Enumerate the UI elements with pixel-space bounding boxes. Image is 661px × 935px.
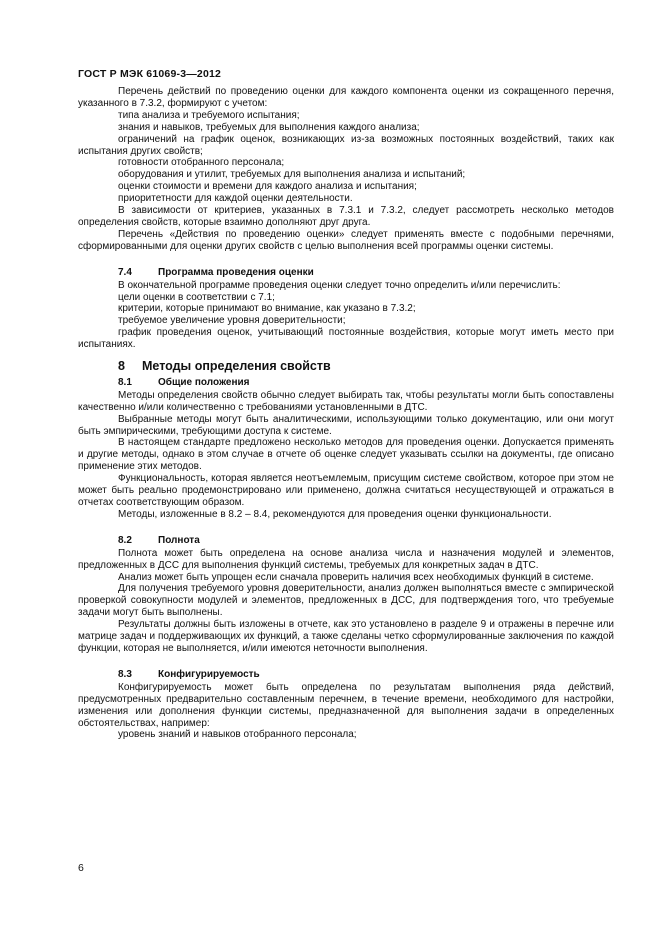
paragraph: Методы определения свойств обычно следует выбирать так, чтобы результаты могли быть сопоставлены качественно и/или количественно с требованиями установленными в ДТС. <box>78 389 614 413</box>
subsection-number: 7.4 <box>118 266 132 278</box>
paragraph: Конфигурируемость может быть определена по результатам выполнения ряда действий, предусмотренных предварительно составленным перечнем, в течение времени, необходимого для настройки, изменения или дополнения функции системы, предназначенной для выполнения задачи в определенных обстоятельствах, например: <box>78 681 614 729</box>
standard-header: ГОСТ Р МЭК 61069-3—2012 <box>78 68 222 80</box>
list-item: ограничений на график оценок, возникающих из-за возможных постоянных воздействий, таких как испытания других свойств; <box>78 133 614 157</box>
paragraph: В настоящем стандарте предложено несколько методов для проведения оценки. Допускается применять и другие методы, однако в этом случае в отчете об оценке следует указывать ссылки на документы, где описано применение этих методов. <box>78 437 614 473</box>
list-item: цели оценки в соответствии с 7.1; <box>118 291 275 303</box>
paragraph: Перечень «Действия по проведению оценки» следует применять вместе с подобными перечнями, сформированными для оценки других свойств с целью выполнения всей программы оценки системы. <box>78 228 614 252</box>
paragraph: Полнота может быть определена на основе анализа числа и назначения модулей и элементов, предложенных в ДСС для выполнения функций системы, требуемых для конкретных задач в ДТС. <box>78 547 614 571</box>
section-title: Методы определения свойств <box>142 359 331 374</box>
subsection-title: Конфигурируемость <box>158 668 260 680</box>
subsection-title: Общие положения <box>158 376 250 388</box>
paragraph: Результаты должны быть изложены в отчете, как это установлено в разделе 9 и отражены в перечне или матрице задач и поддерживающих их функций, а также сделаны четко сформулированные заключения по каждой функции, которая не выполняется, и/или имеются неточности выполнения. <box>78 619 614 654</box>
subsection-heading-8-1 <box>118 377 614 389</box>
paragraph: Методы, изложенные в 8.2 – 8.4, рекомендуются для проведения оценки функциональности. <box>118 508 552 520</box>
subsection-heading-7-4 <box>118 267 614 279</box>
page-number: 6 <box>78 862 84 874</box>
paragraph: Для получения требуемого уровня доверительности, анализ должен выполняться вместе с эмпирической проверкой совокупности модулей и элементов, предложенных в ДСС, для подтверждения того, что требуемые задачи могут быть выполнены. <box>78 583 614 619</box>
subsection-heading-8-3 <box>118 669 614 681</box>
list-item: приоритетности для каждой оценки деятельности. <box>118 193 353 205</box>
paragraph: Анализ может быть упрощен если сначала проверить наличия всех необходимых функций в системе. <box>118 571 594 583</box>
list-item: уровень знаний и навыков отобранного персонала; <box>118 729 357 741</box>
subsection-heading-8-2 <box>118 535 614 547</box>
list-item: типа анализа и требуемого испытания; <box>118 109 300 121</box>
intro-paragraph: Перечень действий по проведению оценки для каждого компонента оценки из сокращенного перечня, указанного в 7.3.2, формируют с учетом: <box>78 86 614 109</box>
page-body <box>78 86 614 741</box>
list-item: готовности отобранного персонала; <box>118 157 285 169</box>
paragraph: Выбранные методы могут быть аналитическими, использующими только документацию, или они могут быть эмпирическими, требующими доступа к системе. <box>78 413 614 437</box>
paragraph: В окончательной программе проведения оценки следует точно определить и/или перечислить: <box>118 279 561 291</box>
paragraph: Функциональность, которая является неотъемлемым, присущим системе свойством, которое при этом не может быть реально продемонстрировано или применено, должна считаться несуществующей и отражаться в отчетах соответствующим образом. <box>78 473 614 508</box>
subsection-number: 8.1 <box>118 376 132 388</box>
section-number: 8 <box>118 359 125 374</box>
section-heading-8 <box>118 361 614 373</box>
list-item: критерии, которые принимают во внимание, как указано в 7.3.2; <box>118 303 416 315</box>
list-item: знания и навыков, требуемых для выполнения каждого анализа; <box>118 121 420 133</box>
subsection-title: Полнота <box>158 534 200 546</box>
list-item: оценки стоимости и времени для каждого анализа и испытания; <box>118 181 417 193</box>
subsection-number: 8.3 <box>118 668 132 680</box>
list-item: требуемое увеличение уровня доверительности; <box>118 315 346 327</box>
paragraph: В зависимости от критериев, указанных в 7.3.1 и 7.3.2, следует рассмотреть несколько методов определения свойств, которые взаимно дополняют друг друга. <box>78 205 614 228</box>
list-item: график проведения оценок, учитывающий постоянные воздействия, которые могут иметь место при испытаниях. <box>78 327 614 351</box>
list-item: оборудования и утилит, требуемых для выполнения анализа и испытаний; <box>118 169 466 181</box>
subsection-number: 8.2 <box>118 534 132 546</box>
subsection-title: Программа проведения оценки <box>158 266 314 278</box>
